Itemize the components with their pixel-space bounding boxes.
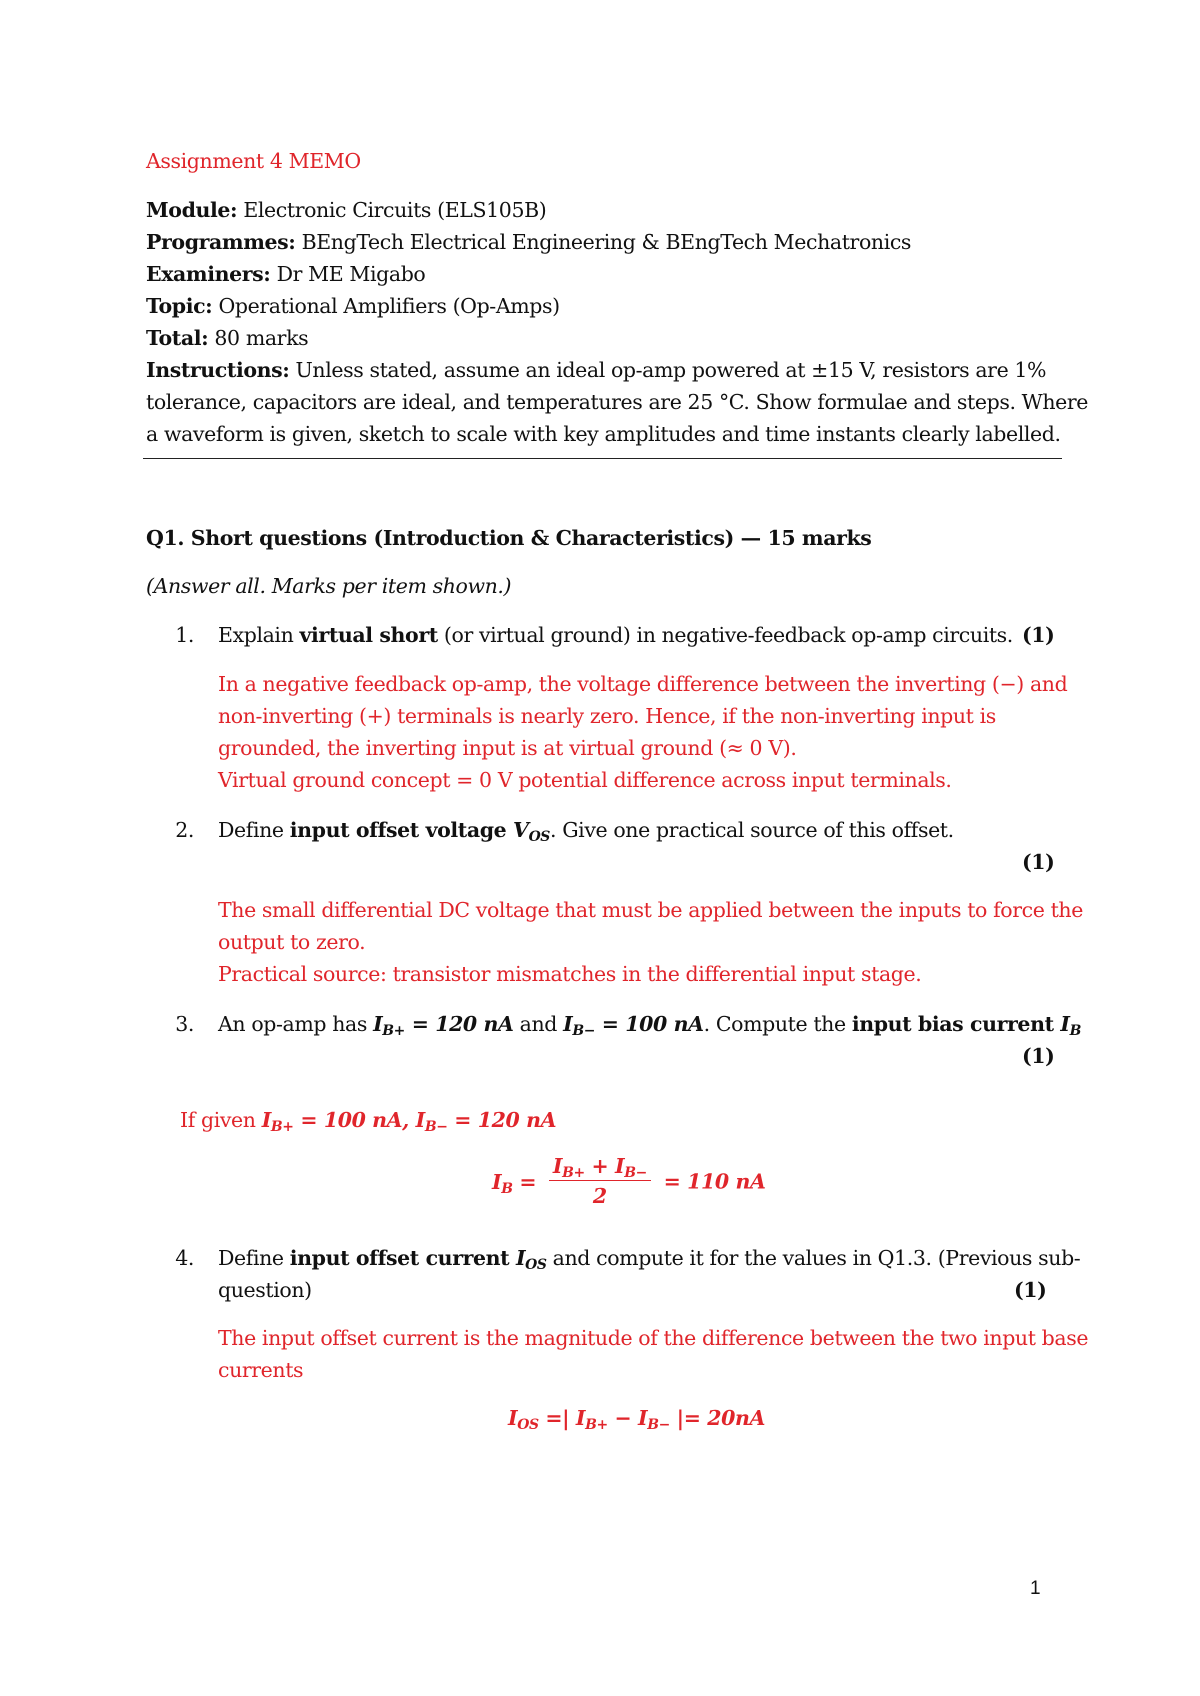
item4-term: input offset current [289, 1246, 516, 1270]
total-value: 80 marks [208, 326, 309, 350]
item4-answer-1: The input offset current is the magnitude of the difference between the two input base [218, 1326, 1089, 1350]
item1-marks: (1) [1022, 623, 1055, 647]
examiners-label: Examiners: [146, 262, 271, 286]
item2-marks: (1) [1022, 850, 1055, 874]
item3-fraction-denominator: 2 [592, 1184, 607, 1208]
item2-answer-2: output to zero. [218, 930, 366, 954]
module-line [146, 194, 546, 226]
instructions-line-2: tolerance, capacitors are ideal, and temperatures are 25 °C. Show formulae and steps. Where [146, 390, 1089, 414]
q1-note: (Answer all. Marks per item shown.) [146, 574, 512, 598]
item3-given: If given $I_{B+} = 100$ nA, $I_{B-} = 120$ nA [180, 1108, 557, 1136]
item1-answer-1: In a negative feedback op-amp, the voltage difference between the inverting (−) and [218, 672, 1068, 696]
item4-formula: $I_{OS}$ =| $I_{B+} - I_{B-}$ |= 20nA [508, 1406, 765, 1434]
item2-answer-3: Practical source: transistor mismatches in the differential input stage. [218, 962, 922, 986]
item3-marks: (1) [1022, 1044, 1055, 1068]
item1-answer-2: non-inverting (+) terminals is nearly zero. Hence, if the non-inverting input is [218, 704, 996, 728]
item4-question-line2: question) [218, 1278, 312, 1302]
item2-number: 2. [175, 818, 194, 842]
item4-answer-2: currents [218, 1358, 304, 1382]
memo-title: Assignment 4 MEMO [146, 149, 361, 173]
programmes-label: Programmes: [146, 230, 296, 254]
module-label: Module: [146, 198, 238, 222]
item3-fraction [549, 1152, 651, 1211]
item1-number: 1. [175, 623, 194, 647]
instructions-line-1 [146, 354, 1046, 386]
item2-question: Define input offset voltage $V_{OS}$. Give one practical source of this offset. [218, 818, 954, 846]
item3-number: 3. [175, 1012, 194, 1036]
item4-marks: (1) [1014, 1278, 1047, 1302]
item1-answer-3: grounded, the inverting input is at virtual ground (≈ 0 V). [218, 736, 797, 760]
item3-question: An op-amp has $I_{B+} = 120$ nA and $I_{B-} = 100$ nA. Compute the input bias current $I_B$ [218, 1012, 1081, 1040]
examiners-line [146, 258, 425, 290]
programmes-line [146, 226, 911, 258]
item1-question: Explain virtual short (or virtual ground) in negative-feedback op-amp circuits. [218, 623, 1013, 647]
item2-symbol: $V_{OS}$ [513, 818, 550, 846]
programmes-value: BEngTech Electrical Engineering & BEngTech Mechatronics [295, 230, 912, 254]
topic-label: Topic: [146, 294, 213, 318]
total-label: Total: [146, 326, 209, 350]
topic-line [146, 290, 560, 322]
topic-value: Operational Amplifiers (Op-Amps) [212, 294, 560, 318]
instructions-label: Instructions: [146, 358, 290, 382]
item2-answer-1: The small differential DC voltage that must be applied between the inputs to force the [218, 898, 1083, 922]
item3-given-values: $I_{B+} = 100$ nA, $I_{B-} = 120$ nA [261, 1108, 557, 1136]
item3-term: input bias current [851, 1012, 1061, 1036]
examiners-value: Dr ME Migabo [270, 262, 426, 286]
item1-term: virtual short [299, 623, 438, 647]
item3-ibminus: $I_{B-} = 100$ nA [563, 1012, 704, 1040]
item4-number: 4. [175, 1246, 194, 1270]
header-divider [143, 458, 1062, 459]
item2-term: input offset voltage [289, 818, 514, 842]
instructions-line-3: a waveform is given, sketch to scale with key amplitudes and time instants clearly labelled. [146, 422, 1061, 446]
q1-heading: Q1. Short questions (Introduction & Characteristics) — 15 marks [146, 526, 872, 550]
item1-answer-4: Virtual ground concept = 0 V potential difference across input terminals. [218, 768, 952, 792]
item4-symbol: $I_{OS}$ [515, 1246, 547, 1274]
total-line [146, 322, 308, 354]
item3-formula: $I_B$ = $\frac{I_{B+} + I_{B-}}{2}$ = 110 nA [492, 1152, 765, 1211]
page-number: 1 [1030, 1578, 1041, 1599]
item3-ib: $I_B$ [1060, 1012, 1081, 1040]
instructions-text-1: Unless stated, assume an ideal op-amp powered at ±15 V, resistors are 1% [289, 358, 1047, 382]
item3-ibplus: $I_{B+} = 120$ nA [373, 1012, 514, 1040]
item4-question: Define input offset current $I_{OS}$ and compute it for the values in Q1.3. (Previous sub- [218, 1246, 1081, 1274]
module-value: Electronic Circuits (ELS105B) [237, 198, 547, 222]
item3-fraction-numerator: $I_{B+} + I_{B-}$ [549, 1152, 651, 1181]
